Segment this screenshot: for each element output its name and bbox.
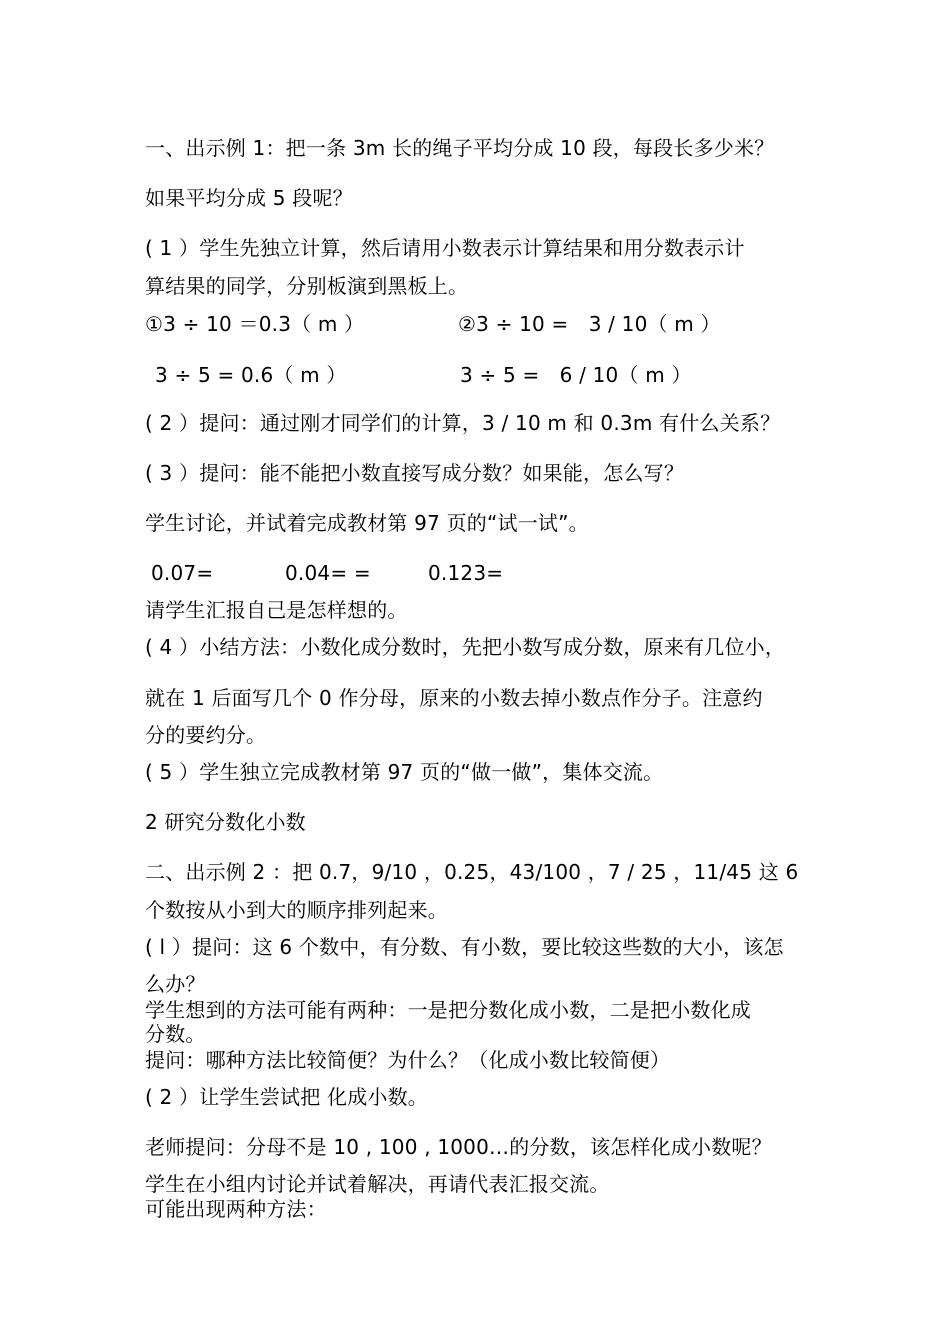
report-line: 请学生汇报自己是怎样想的。 (145, 598, 408, 622)
calc-1a: ①3 ÷ 10 ＝0.3（ m ） (145, 312, 365, 336)
exercise-1: 0.07= (151, 561, 214, 585)
question-simpler: 提问：哪种方法比较简便？为什么？（化成小数比较简便） (145, 1048, 671, 1072)
step-4-line-2: 就在 1 后面写几个 0 作分母，原来的小数去掉小数点作分子。注意约 (145, 686, 763, 710)
step-4-line-3: 分的要约分。 (145, 723, 267, 747)
calc-2b: 3 ÷ 5 = 6 / 10（ m ） (460, 363, 692, 387)
section-2-heading: 2 研究分数化小数 (145, 810, 306, 834)
calc-2a: ②3 ÷ 10 = 3 / 10（ m ） (458, 312, 721, 336)
calc-1b: 3 ÷ 5 = 0.6（ m ） (155, 363, 347, 387)
step-2-try: ( 2 ）让学生尝试把 化成小数。 (145, 1085, 428, 1109)
two-methods: 可能出现两种方法： (145, 1197, 327, 1221)
step-2: ( 2 ）提问：通过刚才同学们的计算，3 / 10 m 和 0.3m 有什么关系？ (145, 411, 781, 435)
question-1-line-1: ( l ）提问：这 6 个数中，有分数、有小数，要比较这些数的大小，该怎 (145, 935, 784, 959)
exercise-3: 0.123= (428, 561, 504, 585)
step-4-line-1: ( 4 ）小结方法：小数化成分数时，先把小数写成分数，原来有几位小， (145, 635, 786, 659)
example-2-line-2: 个数按从小到大的顺序排列起来。 (145, 898, 448, 922)
step-1-line-1: ( 1 ）学生先独立计算，然后请用小数表示计算结果和用分数表示计 (145, 236, 745, 260)
example-2-line-1: 二、出示例 2 ：把 0.7，9/10 ，0.25，43/100 ，7 / 25 ，11/45 这 6 (145, 860, 799, 884)
step-5: ( 5 ）学生独立完成教材第 97 页的“做一做”，集体交流。 (145, 760, 664, 784)
step-1-line-2: 算结果的同学，分别板演到黑板上。 (145, 274, 469, 298)
example-1-line-2: 如果平均分成 5 段呢？ (145, 186, 353, 210)
step-3: ( 3 ）提问：能不能把小数直接写成分数？如果能，怎么写？ (145, 461, 685, 485)
example-1-line-1: 一、出示例 1：把一条 3m 长的绳子平均分成 10 段，每段长多少米？ (145, 136, 775, 160)
question-1-line-2: 么办？ (145, 972, 206, 996)
group-discussion: 学生在小组内讨论并试着解决，再请代表汇报交流。 (145, 1172, 610, 1196)
methods-line-2: 分数。 (145, 1022, 206, 1046)
methods-line-1: 学生想到的方法可能有两种：一是把分数化成小数，二是把小数化成 (145, 998, 751, 1022)
exercise-2: 0.04= = (285, 561, 371, 585)
teacher-question: 老师提问：分母不是 10 , 100 , 1000…的分数，该怎样化成小数呢？ (145, 1135, 772, 1159)
discussion: 学生讨论，并试着完成教材第 97 页的“试一试”。 (145, 511, 589, 535)
